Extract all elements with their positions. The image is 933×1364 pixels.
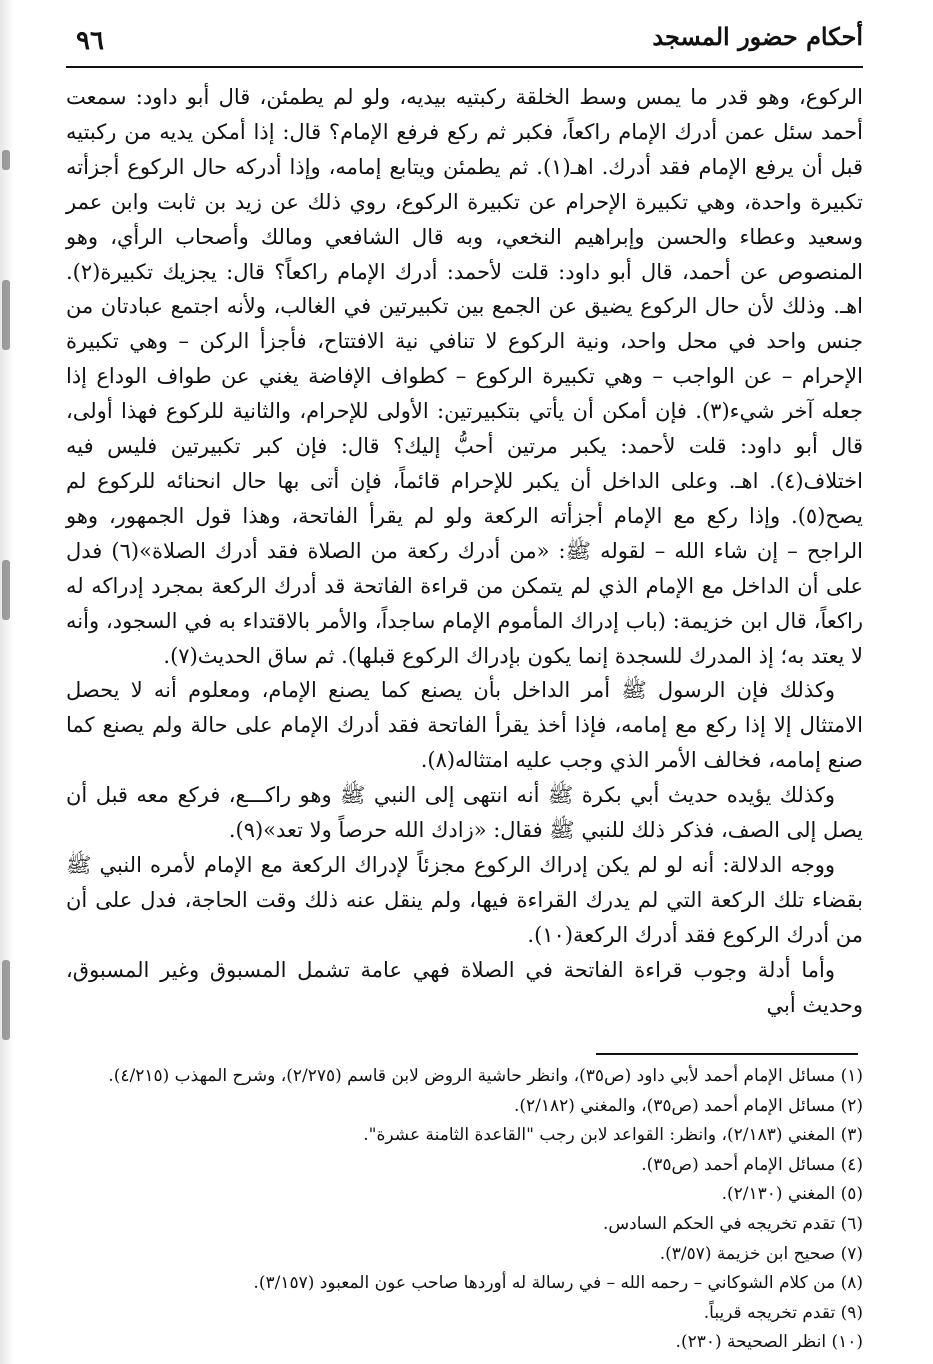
footnote: (٦) تقدم تخريجه في الحكم السادس. xyxy=(603,1213,863,1234)
footnote: (٧) صحيح ابن خزيمة (٣/٥٧). xyxy=(659,1243,863,1264)
scan-speck xyxy=(2,280,10,350)
footnote-separator xyxy=(596,1053,858,1055)
paragraph: الركوع، وهو قدر ما يمس وسط الخلقة ركبتيه بيديه، ولو لم يطمئن، قال أبو داود: سمعت أحمد سئل عمن أدرك الإمام راكعاً، فكبر ثم ركع فرفع الإمام؟ قال: إذا أمكن يديه من ركبتيه قبل أن يرفع الإمام فقد أدرك. اهـ(١). ثم يطمئن ويتابع إمامه، وإذا أدركه حال الركوع أجزأته تكبيرة واحدة، وهي تكبيرة الإحرام عن تكبيرة الركوع، روي ذلك عن زيد بن ثابت وابن عمر وسعيد وعطاء والحسن وإبراهيم النخعي، وبه قال الشافعي ومالك وأصحاب الرأي، وهو المنصوص عن أحمد، قال أبو داود: قلت لأحمد: أدرك الإمام راكعاً؟ قال: يجزيك تكبيرة(٢). اهـ. وذلك لأن حال الركوع يضيق عن الجمع بين تكبيرتين في الغالب، ولأنه اجتمع عبادتان من جنس واحد في محل واحد، ونية الركوع لا تنافي نية الافتتاح، فأجزأ الركن – وهي تكبيرة الإحرام – عن الواجب – وهي تكبيرة الركوع – كطواف الإفاضة يغني عن طواف الوداع إذا جعله آخر شيء(٣). فإن أمكن أن يأتي بتكبيرتين: الأولى للإحرام، والثانية للركوع فهذا أولى، قال أبو داود: قلت لأحمد: يكبر مرتين أحبُّ إليك؟ قال: فإن كبر تكبيرتين فليس فيه اختلاف(٤). اهـ. وعلى الداخل أن يكبر للإحرام قائماً، فإن أتى بها حال انحنائه للركوع لم يصح(٥). وإذا ركع مع الإمام أجزأته الركعة ولو لم يقرأ الفاتحة، وهذا قول الجمهور، وهو الراجح – إن شاء الله – لقوله ﷺ: «من أدرك ركعة من الصلاة فقد أدرك الصلاة»(٦) فدل على أن الداخل مع الإمام الذي لم يتمكن من قراءة الفاتحة قد أدرك الركعة بمجرد إدراكه له راكعاً، قال ابن خزيمة: (باب إدراك المأموم الإمام ساجداً، والأمر بالاقتداء به في السجود، وأنه لا يعتد به؛ إذ المدرك للسجدة إنما يكون بإدراك الركوع قبلها). ثم ساق الحديث(٧). xyxy=(66,85,864,668)
footnote: (٨) من كلام الشوكاني – رحمه الله – في رسالة له أوردها صاحب عون المعبود (٣/١٥٧). xyxy=(253,1273,863,1294)
page-number: ٩٦ xyxy=(76,26,104,56)
paragraph: وكذلك يؤيده حديث أبي بكرة ﷺ أنه انتهى إلى النبي ﷺ وهو راكـــع، فركع معه قبل أن يصل إلى الصف، فذكر ذلك للنبي ﷺ فقال: «زادك الله حرصاً ولا تعد»(٩). xyxy=(66,783,863,843)
footnote: (١) مسائل الإمام أحمد لأبي داود (ص٣٥)، وانظر حاشية الروض لابن قاسم (٢/٢٧٥)، وشرح المهذب (٤/٢١٥). xyxy=(108,1066,863,1086)
scan-edge-shadow xyxy=(0,0,14,1364)
running-title: أحكام حضور المسجد xyxy=(652,22,863,51)
paragraph: وكذلك فإن الرسول ﷺ أمر الداخل بأن يصنع كما يصنع الإمام، ومعلوم أنه لا يحصل الامتثال إلا إذا ركع مع إمامه، فإذا أخذ يقرأ الفاتحة فقد أدرك الإمام على حالة ولم يصنع كما صنع إمامه، فخالف الأمر الذي وجب عليه امتثاله(٨). xyxy=(66,678,863,773)
footnotes-list xyxy=(66,1062,863,1358)
footnote: (٩) تقدم تخريجه قريباً. xyxy=(703,1302,863,1323)
footnote: (٥) المغني (٢/١٣٠). xyxy=(721,1184,863,1205)
paragraph: وأما أدلة وجوب قراءة الفاتحة في الصلاة فهي عامة تشمل المسبوق وغير المسبوق، وحديث أبي xyxy=(66,957,863,1017)
footnote: (١٠) انظر الصحيحة (٢٣٠). xyxy=(675,1332,863,1353)
paragraph: ووجه الدلالة: أنه لو لم يكن إدراك الركوع مجزئاً لإدراك الركعة مع الإمام لأمره النبي ﷺ بقضاء تلك الركعة التي لم يدرك القراءة فيها، ولم ينقل عنه ذلك وقت الحاجة، فدل على أن من أدرك الركوع فقد أدرك الركعة(١٠). xyxy=(66,852,863,947)
footnote: (٣) المغني (٢/١٨٣)، وانظر: القواعد لابن رجب "القاعدة الثامنة عشرة". xyxy=(363,1125,863,1146)
scan-speck xyxy=(2,960,10,1040)
body-text xyxy=(66,80,863,1022)
scan-speck xyxy=(2,560,10,620)
scan-speck xyxy=(2,150,10,170)
footnote: (٤) مسائل الإمام أحمد (ص٣٥). xyxy=(641,1154,863,1175)
footnote: (٢) مسائل الإمام أحمد (ص٣٥)، والمغني (٢/١٨٢). xyxy=(513,1095,863,1116)
page-header xyxy=(66,18,863,68)
